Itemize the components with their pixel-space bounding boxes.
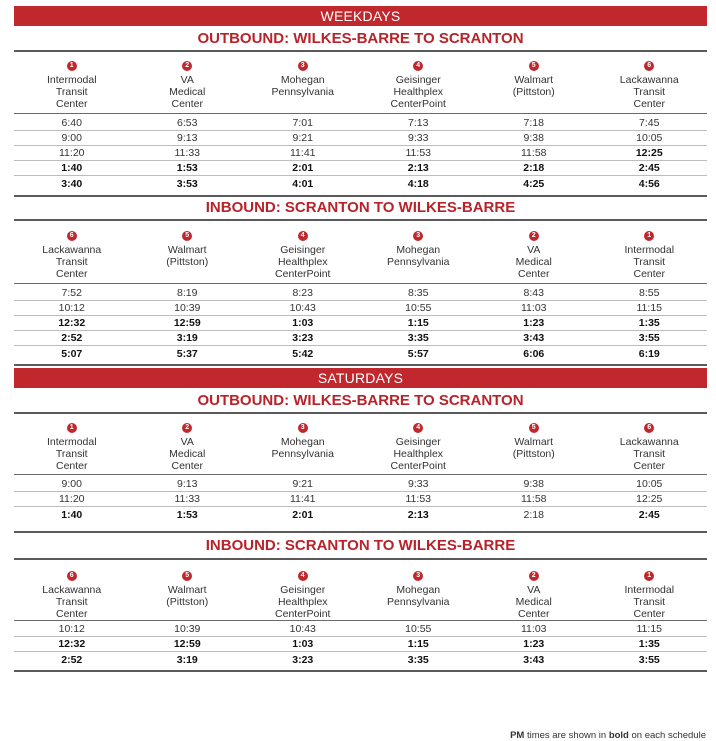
stop-header-row bbox=[14, 54, 707, 110]
stop-name-line: CenterPoint bbox=[275, 608, 331, 620]
footnote-bold: bold bbox=[608, 730, 629, 741]
weekdays-header: WEEKDAYS bbox=[14, 6, 707, 26]
stop-number-badge: 4 bbox=[413, 423, 423, 433]
stop-name-line: Lackawanna bbox=[619, 74, 679, 86]
time-cell: 3:23 bbox=[292, 332, 314, 344]
stop-column bbox=[361, 564, 477, 620]
time-cell: 10:05 bbox=[636, 478, 663, 490]
stop-name-line: VA bbox=[180, 436, 194, 448]
stop-number-badge: 1 bbox=[644, 231, 654, 241]
time-cell: 1:15 bbox=[407, 317, 429, 329]
time-cell: 11:53 bbox=[405, 147, 431, 159]
table-row bbox=[14, 637, 707, 652]
stop-name-line: (Pittston) bbox=[166, 256, 209, 268]
time-cell: 7:52 bbox=[61, 287, 82, 299]
stop-name-line: Healthplex bbox=[277, 256, 328, 268]
stop-column bbox=[245, 224, 361, 280]
weekday-outbound-times bbox=[14, 116, 707, 191]
time-cell: 11:41 bbox=[290, 147, 316, 159]
time-cell: 5:57 bbox=[407, 347, 429, 360]
footnote bbox=[510, 730, 706, 741]
time-cell: 3:55 bbox=[638, 332, 660, 344]
time-cell: 10:43 bbox=[289, 302, 316, 314]
stop-name-line: Walmart bbox=[167, 584, 207, 596]
time-cell: 7:13 bbox=[408, 117, 429, 129]
time-cell: 2:52 bbox=[61, 332, 83, 344]
footnote-end: on each schedule bbox=[628, 730, 706, 741]
time-cell: 3:53 bbox=[176, 177, 198, 190]
stop-name-line: Walmart bbox=[514, 436, 554, 448]
time-cell: 9:13 bbox=[177, 478, 198, 490]
table-row bbox=[14, 316, 707, 331]
stop-column bbox=[476, 416, 592, 472]
time-cell: 9:38 bbox=[523, 132, 544, 144]
divider bbox=[14, 283, 707, 284]
time-cell: 2:13 bbox=[407, 162, 429, 174]
stop-name-line: (Pittston) bbox=[512, 86, 555, 98]
time-cell: 9:33 bbox=[408, 132, 429, 144]
time-cell: 12:25 bbox=[635, 147, 663, 159]
time-cell: 3:40 bbox=[61, 177, 83, 190]
time-cell: 9:38 bbox=[523, 478, 544, 490]
stop-name-line: Center bbox=[55, 460, 88, 472]
stop-number-badge: 2 bbox=[529, 231, 539, 241]
stop-name-line: Transit bbox=[633, 596, 666, 608]
divider bbox=[14, 558, 707, 560]
stop-number-badge: 2 bbox=[529, 571, 539, 581]
stop-name-line: Center bbox=[517, 268, 550, 280]
stop-number-badge: 4 bbox=[298, 571, 308, 581]
time-cell: 4:56 bbox=[638, 177, 660, 190]
time-cell: 3:55 bbox=[638, 653, 660, 666]
stop-number-badge: 5 bbox=[182, 231, 192, 241]
stop-name-line: Transit bbox=[633, 256, 666, 268]
time-cell: 12:59 bbox=[173, 638, 201, 650]
stop-column bbox=[14, 416, 130, 472]
time-cell: 12:32 bbox=[58, 638, 86, 650]
saturday-inbound-title: INBOUND: SCRANTON TO WILKES-BARRE bbox=[205, 537, 516, 554]
stop-column bbox=[14, 224, 130, 280]
stop-name-line: Transit bbox=[633, 86, 666, 98]
time-cell: 9:13 bbox=[177, 132, 198, 144]
stop-name-line: Mohegan bbox=[396, 244, 441, 256]
divider bbox=[14, 113, 707, 114]
stop-name-line: Transit bbox=[55, 448, 88, 460]
time-cell: 11:33 bbox=[174, 147, 200, 159]
time-cell: 7:01 bbox=[292, 117, 313, 129]
stop-column bbox=[245, 54, 361, 110]
stop-name-line: Transit bbox=[633, 448, 666, 460]
time-cell: 12:25 bbox=[636, 493, 663, 505]
stop-name-line: Pennsylvania bbox=[271, 448, 334, 460]
table-row bbox=[14, 116, 707, 131]
stop-name-line: Pennsylvania bbox=[271, 86, 334, 98]
time-cell: 10:12 bbox=[58, 302, 85, 314]
time-cell: 8:19 bbox=[177, 287, 198, 299]
time-cell: 1:23 bbox=[523, 638, 545, 650]
time-cell: 6:40 bbox=[61, 117, 82, 129]
time-cell: 1:03 bbox=[292, 317, 314, 329]
stop-name-line: Geisinger bbox=[395, 436, 441, 448]
stop-column bbox=[592, 224, 708, 280]
stop-name-line: Transit bbox=[55, 256, 88, 268]
stop-name-line: (Pittston) bbox=[166, 596, 209, 608]
stop-name-line: Intermodal bbox=[624, 584, 675, 596]
stop-column bbox=[14, 54, 130, 110]
stop-header-row bbox=[14, 564, 707, 620]
stop-name-line: Intermodal bbox=[624, 244, 675, 256]
time-cell: 2:13 bbox=[407, 508, 429, 521]
stop-name-line: Mohegan bbox=[280, 436, 325, 448]
stop-number-badge: 1 bbox=[644, 571, 654, 581]
footnote-pm: PM bbox=[510, 730, 525, 741]
time-cell: 11:53 bbox=[405, 493, 431, 505]
stop-name-line: Medical bbox=[515, 256, 552, 268]
time-cell: 11:20 bbox=[59, 147, 85, 159]
footnote-mid: times are shown in bbox=[524, 730, 609, 741]
stop-name-line: Center bbox=[633, 608, 665, 620]
divider bbox=[14, 670, 707, 672]
stop-name-line: Center bbox=[55, 98, 88, 110]
stop-number-badge: 4 bbox=[413, 61, 423, 71]
stop-name-line: Pennsylvania bbox=[387, 596, 450, 608]
time-cell: 11:33 bbox=[174, 493, 200, 505]
table-row bbox=[14, 652, 707, 667]
stop-name-line: Transit bbox=[55, 86, 88, 98]
stop-name-line: Mohegan bbox=[396, 584, 441, 596]
time-cell: 1:35 bbox=[638, 317, 660, 329]
stop-column bbox=[361, 416, 477, 472]
stop-name-line: Walmart bbox=[167, 244, 207, 256]
time-cell: 8:23 bbox=[292, 287, 313, 299]
time-cell: 6:53 bbox=[177, 117, 198, 129]
stop-name-line: Intermodal bbox=[46, 436, 97, 448]
time-cell: 8:43 bbox=[523, 287, 544, 299]
stop-name-line: VA bbox=[180, 74, 194, 86]
stop-name-line: Center bbox=[633, 268, 665, 280]
time-cell: 3:23 bbox=[292, 653, 314, 666]
stop-column bbox=[592, 416, 708, 472]
time-cell: 2:52 bbox=[61, 653, 83, 666]
stop-name-line: Center bbox=[55, 268, 88, 280]
stop-name-line: Lackawanna bbox=[42, 584, 102, 596]
divider bbox=[14, 474, 707, 475]
stop-name-line: Transit bbox=[55, 596, 88, 608]
stop-name-line: Healthplex bbox=[277, 596, 328, 608]
stop-number-badge: 1 bbox=[67, 61, 77, 71]
time-cell: 4:25 bbox=[523, 177, 545, 190]
table-row bbox=[14, 507, 707, 522]
table-row bbox=[14, 301, 707, 316]
stop-column bbox=[592, 564, 708, 620]
stop-name-line: Lackawanna bbox=[619, 436, 679, 448]
stop-column bbox=[130, 224, 246, 280]
time-cell: 2:45 bbox=[638, 508, 660, 521]
time-cell: 1:40 bbox=[61, 162, 83, 174]
time-cell: 2:01 bbox=[292, 162, 314, 174]
stop-name-line: Center bbox=[171, 460, 203, 472]
divider bbox=[14, 531, 707, 533]
time-cell: 12:59 bbox=[173, 317, 201, 329]
stop-name-line: CenterPoint bbox=[275, 268, 331, 280]
time-cell: 3:43 bbox=[523, 653, 545, 666]
stop-column bbox=[130, 54, 246, 110]
time-cell: 4:01 bbox=[292, 177, 314, 190]
stop-column bbox=[476, 564, 592, 620]
stop-name-line: Healthplex bbox=[393, 86, 444, 98]
stop-name-line: Center bbox=[633, 98, 665, 110]
stop-number-badge: 6 bbox=[67, 231, 77, 241]
time-cell: 11:58 bbox=[521, 147, 547, 159]
time-cell: 3:35 bbox=[407, 332, 429, 344]
stop-name-line: Geisinger bbox=[280, 584, 326, 596]
table-row bbox=[14, 146, 707, 161]
stop-number-badge: 3 bbox=[298, 61, 308, 71]
table-row bbox=[14, 492, 707, 507]
stop-name-line: Medical bbox=[169, 86, 206, 98]
time-cell: 1:15 bbox=[407, 638, 429, 650]
divider bbox=[14, 620, 707, 621]
time-cell: 1:03 bbox=[292, 638, 314, 650]
table-row bbox=[14, 331, 707, 346]
time-cell: 3:19 bbox=[176, 332, 198, 344]
stop-name-line: Center bbox=[633, 460, 665, 472]
time-cell: 10:12 bbox=[58, 623, 85, 635]
stop-name-line: Geisinger bbox=[395, 74, 441, 86]
divider bbox=[14, 412, 707, 414]
saturdays-header: SATURDAYS bbox=[14, 368, 707, 388]
time-cell: 11:58 bbox=[521, 493, 547, 505]
time-cell: 11:15 bbox=[636, 623, 662, 635]
time-cell: 3:35 bbox=[407, 653, 429, 666]
weekday-outbound-title: OUTBOUND: WILKES-BARRE TO SCRANTON bbox=[197, 30, 524, 47]
saturday-outbound-times bbox=[14, 477, 707, 522]
stop-number-badge: 6 bbox=[644, 61, 654, 71]
time-cell: 5:07 bbox=[61, 347, 83, 360]
stop-header-row bbox=[14, 224, 707, 280]
stop-number-badge: 6 bbox=[644, 423, 654, 433]
stop-number-badge: 3 bbox=[413, 571, 423, 581]
stop-column bbox=[361, 224, 477, 280]
stop-column bbox=[361, 54, 477, 110]
time-cell: 7:18 bbox=[523, 117, 544, 129]
time-cell: 11:20 bbox=[59, 493, 85, 505]
divider bbox=[14, 195, 707, 197]
stop-column bbox=[130, 416, 246, 472]
table-row bbox=[14, 477, 707, 492]
weekday-inbound-title: INBOUND: SCRANTON TO WILKES-BARRE bbox=[205, 199, 516, 216]
stop-column bbox=[476, 54, 592, 110]
time-cell: 6:06 bbox=[523, 347, 545, 360]
time-cell: 6:19 bbox=[638, 347, 660, 360]
time-cell: 10:05 bbox=[636, 132, 663, 144]
stop-number-badge: 3 bbox=[298, 423, 308, 433]
table-row bbox=[14, 176, 707, 191]
stop-header-row bbox=[14, 416, 707, 472]
time-cell: 10:55 bbox=[405, 302, 432, 314]
time-cell: 8:55 bbox=[639, 287, 660, 299]
time-cell: 9:00 bbox=[61, 478, 82, 490]
time-cell: 4:18 bbox=[407, 177, 429, 190]
time-cell: 3:19 bbox=[176, 653, 198, 666]
stop-name-line: CenterPoint bbox=[390, 98, 446, 110]
stop-name-line: CenterPoint bbox=[390, 460, 446, 472]
time-cell: 5:42 bbox=[292, 347, 314, 360]
stop-column bbox=[592, 54, 708, 110]
stop-name-line: Healthplex bbox=[393, 448, 444, 460]
divider bbox=[14, 364, 707, 366]
table-row bbox=[14, 622, 707, 637]
divider bbox=[14, 219, 707, 221]
time-cell: 5:37 bbox=[176, 347, 198, 360]
stop-name-line: Geisinger bbox=[280, 244, 326, 256]
time-cell: 2:45 bbox=[638, 162, 660, 174]
stop-name-line: Intermodal bbox=[46, 74, 97, 86]
time-cell: 2:18 bbox=[523, 162, 545, 174]
stop-number-badge: 4 bbox=[298, 231, 308, 241]
stop-name-line: Medical bbox=[515, 596, 552, 608]
stop-name-line: Center bbox=[55, 608, 88, 620]
time-cell: 10:39 bbox=[174, 623, 201, 635]
time-cell: 1:40 bbox=[61, 508, 83, 521]
stop-name-line: VA bbox=[527, 584, 541, 596]
time-cell: 12:32 bbox=[58, 317, 86, 329]
time-cell: 1:35 bbox=[638, 638, 660, 650]
table-row bbox=[14, 286, 707, 301]
stop-name-line: Mohegan bbox=[280, 74, 325, 86]
stop-name-line: Center bbox=[171, 98, 203, 110]
stop-name-line: Center bbox=[517, 608, 550, 620]
stop-column bbox=[245, 564, 361, 620]
stop-number-badge: 1 bbox=[67, 423, 77, 433]
time-cell: 11:15 bbox=[636, 302, 662, 314]
time-cell: 10:55 bbox=[405, 623, 432, 635]
time-cell: 11:03 bbox=[521, 302, 547, 314]
time-cell: 1:23 bbox=[523, 317, 545, 329]
time-cell: 2:18 bbox=[523, 508, 544, 521]
stop-column bbox=[130, 564, 246, 620]
stop-column bbox=[245, 416, 361, 472]
time-cell: 8:35 bbox=[408, 287, 429, 299]
stop-number-badge: 3 bbox=[413, 231, 423, 241]
time-cell: 2:01 bbox=[292, 508, 314, 521]
saturday-inbound-times bbox=[14, 622, 707, 667]
stop-name-line: Pennsylvania bbox=[387, 256, 450, 268]
time-cell: 3:43 bbox=[523, 332, 545, 344]
time-cell: 10:43 bbox=[289, 623, 316, 635]
stop-number-badge: 5 bbox=[182, 571, 192, 581]
stop-column bbox=[476, 224, 592, 280]
stop-name-line: VA bbox=[527, 244, 541, 256]
stop-number-badge: 6 bbox=[67, 571, 77, 581]
time-cell: 9:00 bbox=[61, 132, 82, 144]
table-row bbox=[14, 161, 707, 176]
time-cell: 9:33 bbox=[408, 478, 429, 490]
saturday-outbound-title: OUTBOUND: WILKES-BARRE TO SCRANTON bbox=[197, 392, 524, 409]
stop-column bbox=[14, 564, 130, 620]
time-cell: 1:53 bbox=[176, 508, 198, 521]
stop-number-badge: 5 bbox=[529, 61, 539, 71]
time-cell: 1:53 bbox=[176, 162, 198, 174]
stop-name-line: Medical bbox=[169, 448, 206, 460]
time-cell: 9:21 bbox=[292, 132, 313, 144]
stop-number-badge: 2 bbox=[182, 61, 192, 71]
stop-number-badge: 5 bbox=[529, 423, 539, 433]
table-row bbox=[14, 346, 707, 361]
time-cell: 9:21 bbox=[292, 478, 313, 490]
stop-name-line: Lackawanna bbox=[42, 244, 102, 256]
stop-name-line: Walmart bbox=[514, 74, 554, 86]
time-cell: 7:45 bbox=[639, 117, 660, 129]
table-row bbox=[14, 131, 707, 146]
weekday-inbound-times bbox=[14, 286, 707, 361]
time-cell: 11:03 bbox=[521, 623, 547, 635]
time-cell: 11:41 bbox=[290, 493, 316, 505]
stop-number-badge: 2 bbox=[182, 423, 192, 433]
stop-name-line: (Pittston) bbox=[512, 448, 555, 460]
time-cell: 10:39 bbox=[174, 302, 201, 314]
divider bbox=[14, 50, 707, 52]
